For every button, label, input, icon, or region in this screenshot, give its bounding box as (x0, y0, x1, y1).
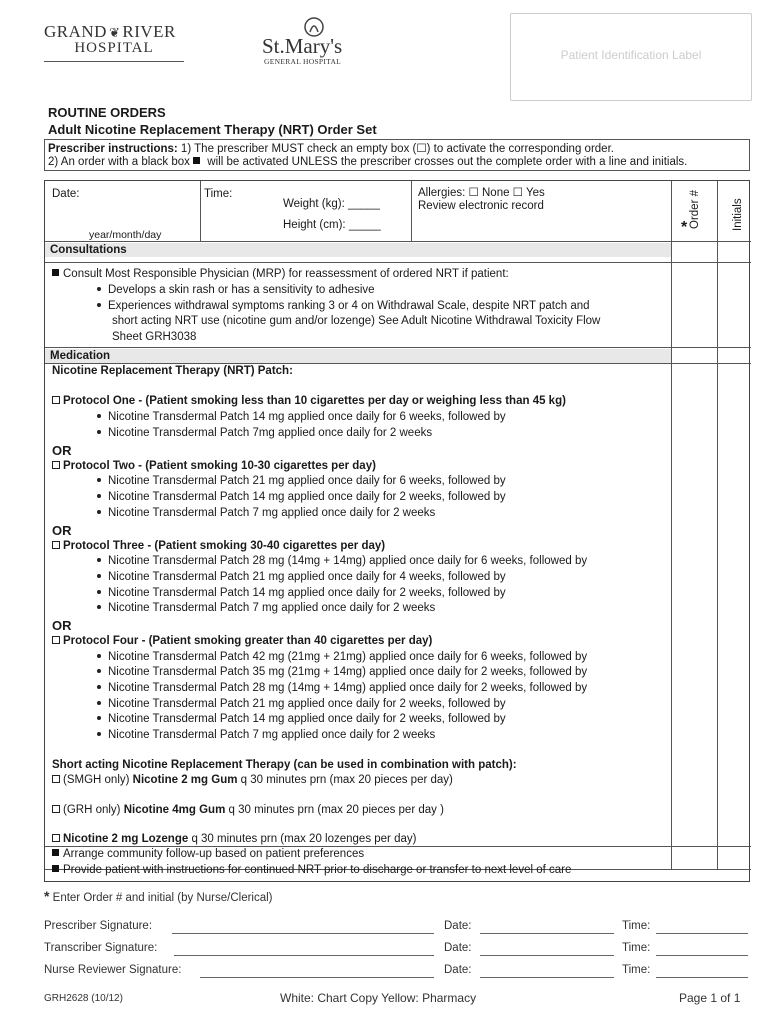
instructions-line: 1) The prescriber MUST check an empty box (☐) to activate the corresponding order. (177, 143, 614, 155)
time-field[interactable] (656, 955, 748, 956)
order-star: * (681, 219, 688, 236)
page-number: Page 1 of 1 (679, 991, 741, 1005)
consultations-heading: Consultations (45, 243, 671, 257)
followup-order[interactable]: Arrange community follow-up based on patient preferences (52, 848, 364, 860)
list-item: Nicotine Transdermal Patch 35 mg (21mg + 14mg) applied once daily for 2 weeks, followed by (97, 666, 587, 678)
list-item: Nicotine Transdermal Patch 21 mg applied once daily for 4 weeks, followed by (97, 571, 506, 583)
time-field[interactable] (656, 977, 748, 978)
patient-label-text: Patient Identification Label (560, 48, 702, 62)
lozenge-order[interactable]: Nicotine 2 mg Lozenge q 30 minutes prn (max 20 lozenges per day) (52, 833, 416, 845)
black-box-icon (52, 865, 59, 872)
list-item: Nicotine Transdermal Patch 28 mg (14mg + 14mg) applied once daily for 2 weeks, followed by (97, 682, 587, 694)
form-code: GRH2628 (10/12) (44, 993, 123, 1004)
checkbox[interactable] (52, 396, 60, 404)
date-field[interactable]: Date: (52, 188, 80, 200)
nurse-signature-field[interactable] (200, 977, 434, 978)
list-item: Sheet GRH3038 (112, 331, 197, 343)
instructions-line: will be activated UNLESS the prescriber crosses out the complete order with a line and initials. (204, 156, 688, 168)
black-box-icon (52, 269, 59, 276)
order-table (44, 180, 750, 882)
prescriber-signature-field[interactable] (172, 933, 434, 934)
grand-river-hospital-logo (44, 22, 184, 62)
consult-order[interactable] (52, 268, 509, 280)
list-item: Experiences withdrawal symptoms ranking 3 or 4 on Withdrawal Scale, despite NRT patch and (97, 300, 590, 312)
time-label: Time: (622, 920, 651, 932)
protocol-two[interactable]: Protocol Two - (Patient smoking 10-30 cigarettes per day) (52, 460, 376, 472)
list-item: Nicotine Transdermal Patch 14 mg applied once daily for 6 weeks, followed by (97, 411, 506, 423)
order-number-column: Order # (689, 190, 701, 229)
weight-field[interactable]: Weight (kg): _____ (283, 198, 380, 210)
date-field[interactable] (480, 977, 614, 978)
list-item: Nicotine Transdermal Patch 14 mg applied once daily for 2 weeks, followed by (97, 587, 506, 599)
allergies-field[interactable]: Allergies: ☐ None ☐ Yes (418, 187, 545, 199)
medication-heading: Medication (45, 349, 671, 363)
leaf-icon: ❦ (108, 25, 121, 40)
black-box-icon (52, 849, 59, 856)
list-item: short acting NRT use (nicotine gum and/or lozenge) See Adult Nicotine Withdrawal Toxicity Flow (112, 315, 601, 327)
list-item: Nicotine Transdermal Patch 28 mg (14mg + 14mg) applied once daily for 6 weeks, followed by (97, 555, 587, 567)
list-item: Nicotine Transdermal Patch 7mg applied once daily for 2 weeks (97, 427, 432, 439)
list-item: Develops a skin rash or has a sensitivity to adhesive (97, 284, 375, 296)
time-field[interactable]: Time: (204, 188, 233, 200)
checkbox[interactable] (52, 775, 60, 783)
date-label: Date: (444, 964, 472, 976)
date-field[interactable] (480, 955, 614, 956)
date-label: Date: (444, 920, 472, 932)
form-title: ROUTINE ORDERS (48, 105, 166, 120)
instructions-line: 2) An order with a black box (48, 156, 194, 168)
list-item: Nicotine Transdermal Patch 7 mg applied once daily for 2 weeks (97, 729, 435, 741)
logo-text: HOSPITAL (74, 40, 154, 56)
gum-smgh-order[interactable]: (SMGH only) Nicotine 2 mg Gum q 30 minutes prn (max 20 pieces per day) (52, 774, 453, 786)
checkbox[interactable] (52, 834, 60, 842)
logo-text: St.Mary's (262, 34, 343, 58)
list-item: Nicotine Transdermal Patch 7 mg applied once daily for 2 weeks (97, 602, 435, 614)
protocol-four[interactable]: Protocol Four - (Patient smoking greater than 40 cigarettes per day) (52, 635, 432, 647)
instructions-label: Prescriber instructions: (48, 143, 178, 155)
review-record: Review electronic record (418, 200, 544, 212)
logo-text: GRAND (44, 22, 107, 41)
nurse-signature-label: Nurse Reviewer Signature: (44, 964, 182, 976)
checkbox[interactable] (52, 805, 60, 813)
prescriber-signature-label: Prescriber Signature: (44, 920, 153, 932)
form-subtitle: Adult Nicotine Replacement Therapy (NRT) Order Set (48, 122, 377, 137)
time-label: Time: (622, 942, 651, 954)
st-marys-emblem-icon (300, 16, 328, 38)
date-format: year/month/day (89, 229, 162, 241)
provide-order[interactable]: Provide patient with instructions for continued NRT prior to discharge or transfer to next level of care (52, 864, 571, 876)
or-label: OR (52, 523, 72, 538)
st-marys-logo (248, 18, 342, 66)
logo-text: RIVER (122, 22, 176, 41)
checkbox[interactable] (52, 636, 60, 644)
copy-distribution: White: Chart Copy Yellow: Pharmacy (280, 991, 477, 1005)
prescriber-instructions (44, 139, 750, 171)
patch-heading: Nicotine Replacement Therapy (NRT) Patch: (52, 365, 293, 377)
transcriber-signature-field[interactable] (174, 955, 434, 956)
checkbox[interactable] (52, 541, 60, 549)
list-item: Nicotine Transdermal Patch 14 mg applied once daily for 2 weeks, followed by (97, 713, 506, 725)
height-field[interactable]: Height (cm): _____ (283, 219, 381, 231)
initials-column: Initials (732, 198, 744, 231)
consult-text: Consult Most Responsible Physician (MRP) for reassessment of ordered NRT if patient: (63, 268, 509, 280)
patient-label-box (510, 13, 752, 101)
list-item: Nicotine Transdermal Patch 21 mg applied once daily for 6 weeks, followed by (97, 475, 506, 487)
date-label: Date: (444, 942, 472, 954)
list-item: Nicotine Transdermal Patch 21 mg applied once daily for 2 weeks, followed by (97, 698, 506, 710)
time-label: Time: (622, 964, 651, 976)
list-item: Nicotine Transdermal Patch 14 mg applied once daily for 2 weeks, followed by (97, 491, 506, 503)
time-field[interactable] (656, 933, 748, 934)
checkbox[interactable] (52, 461, 60, 469)
protocol-three[interactable]: Protocol Three - (Patient smoking 30-40 cigarettes per day) (52, 540, 385, 552)
short-acting-heading: Short acting Nicotine Replacement Therapy (can be used in combination with patch): (52, 759, 517, 771)
or-label: OR (52, 443, 72, 458)
logo-text: GENERAL HOSPITAL (264, 57, 342, 66)
protocol-one[interactable]: Protocol One - (Patient smoking less than 10 cigarettes per day or weighing less than 45 kg) (52, 395, 566, 407)
date-field[interactable] (480, 933, 614, 934)
list-item: Nicotine Transdermal Patch 42 mg (21mg + 21mg) applied once daily for 6 weeks, followed by (97, 651, 587, 663)
transcriber-signature-label: Transcriber Signature: (44, 942, 158, 954)
order-note: * Enter Order # and initial (by Nurse/Clerical) (44, 888, 273, 904)
or-label: OR (52, 618, 72, 633)
list-item: Nicotine Transdermal Patch 7 mg applied once daily for 2 weeks (97, 507, 435, 519)
gum-grh-order[interactable]: (GRH only) Nicotine 4mg Gum q 30 minutes prn (max 20 pieces per day ) (52, 804, 444, 816)
black-box-icon (193, 157, 200, 164)
